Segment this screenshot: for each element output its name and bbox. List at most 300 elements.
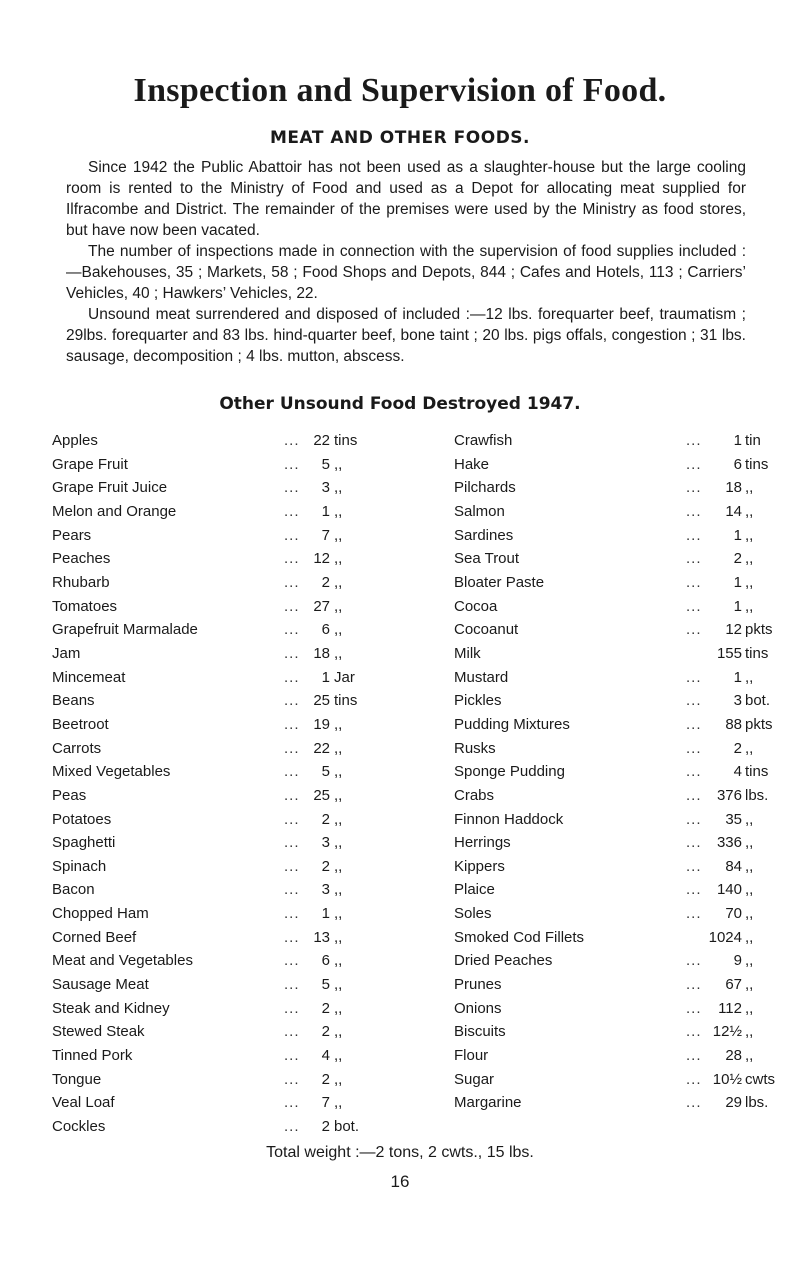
leader-dots: ...	[284, 881, 300, 899]
food-item-name: Cockles	[52, 1118, 106, 1136]
food-item-name: Plaice	[454, 881, 495, 899]
food-row	[454, 713, 773, 737]
food-unit: cwts	[745, 1070, 775, 1088]
food-item-name: Steak and Kidney	[52, 999, 170, 1017]
food-item-name: Tongue	[52, 1070, 102, 1088]
food-quantity: 29	[725, 1094, 742, 1112]
leader-dots: ...	[686, 786, 702, 804]
food-item-name: Crabs	[454, 786, 495, 804]
food-item-name: Pudding Mixtures	[454, 715, 570, 733]
food-quantity: 70	[725, 905, 742, 923]
food-quantity: 12	[313, 550, 330, 568]
food-row	[454, 1044, 764, 1068]
leader-dots: ...	[686, 550, 702, 568]
food-row	[52, 760, 382, 784]
food-item-name: Crawfish	[454, 432, 513, 449]
food-quantity: 112	[718, 999, 742, 1017]
food-quantity: 12½	[712, 1023, 742, 1041]
food-item-name: Rusks	[454, 739, 496, 757]
leader-dots: ...	[686, 905, 702, 923]
food-row	[52, 429, 382, 453]
food-unit: ,,	[745, 857, 754, 875]
leader-dots: ...	[284, 573, 300, 591]
food-unit: ,,	[745, 479, 754, 497]
leader-dots: ...	[686, 573, 702, 591]
food-item-name: Peaches	[52, 550, 111, 568]
food-unit: ,,	[334, 455, 343, 473]
food-unit: ,,	[334, 999, 343, 1017]
food-unit: lbs.	[745, 1094, 769, 1112]
food-unit: ,,	[745, 928, 754, 946]
leader-dots: ...	[284, 668, 300, 686]
food-quantity: 2	[321, 857, 330, 875]
food-unit: tins	[334, 692, 358, 710]
food-unit: tin	[745, 432, 761, 449]
food-row	[52, 949, 382, 973]
food-quantity: 3	[733, 692, 742, 710]
food-row	[454, 666, 764, 690]
leader-dots: ...	[284, 952, 300, 970]
food-quantity: 28	[725, 1047, 742, 1065]
leader-dots: ...	[686, 479, 702, 497]
food-unit: ,,	[334, 952, 343, 970]
food-item-name: Pilchards	[454, 479, 516, 497]
food-item-name: Pickles	[454, 692, 502, 710]
food-item-name: Sugar	[454, 1070, 495, 1088]
food-row	[454, 524, 764, 548]
food-quantity: 25	[313, 692, 330, 710]
food-row	[52, 737, 382, 761]
food-unit: ,,	[334, 786, 343, 804]
food-quantity: 2	[321, 1070, 330, 1088]
food-item-name: Onions	[454, 999, 502, 1017]
leader-dots: ...	[284, 905, 300, 923]
food-quantity: 10½	[712, 1070, 742, 1088]
food-row	[454, 997, 764, 1021]
food-item-name: Chopped Ham	[52, 905, 149, 923]
leader-dots: ...	[686, 952, 702, 970]
food-quantity: 155	[716, 644, 742, 662]
food-quantity: 84	[725, 857, 742, 875]
table-title: Other Unsound Food Destroyed 1947.	[219, 394, 581, 414]
food-quantity: 1	[733, 432, 742, 449]
total-weight: Total weight :—2 tons, 2 cwts., 15 lbs.	[266, 1144, 534, 1161]
food-item-name: Prunes	[454, 976, 502, 994]
food-unit: pkts	[745, 715, 773, 733]
food-unit: ,,	[334, 621, 343, 639]
food-row	[454, 831, 764, 855]
food-quantity: 1	[733, 597, 742, 615]
food-quantity: 1	[733, 526, 742, 544]
food-quantity: 376	[716, 786, 742, 804]
food-row	[52, 831, 382, 855]
leader-dots: ...	[686, 526, 702, 544]
food-unit: bot.	[334, 1118, 360, 1136]
food-unit: ,,	[334, 928, 343, 946]
food-unit: Jar	[334, 668, 355, 686]
food-row	[454, 500, 764, 524]
food-row	[52, 1115, 382, 1139]
food-row	[454, 902, 764, 926]
paragraph-inspections: The number of inspections made in connection with the supervision of food supplies included :—Bakehouses, 35 ; Markets, 58 ; Food Shops and Depots, 844 ; Cafes and Hotels, 113 ; Carriers’ Vehicles, 40 ; Hawkers’ Vehicles, 22.	[66, 243, 746, 302]
food-row	[454, 571, 764, 595]
food-item-name: Veal Loaf	[52, 1094, 115, 1112]
food-row	[52, 595, 382, 619]
leader-dots: ...	[686, 976, 702, 994]
food-row	[454, 595, 764, 619]
food-unit: ,,	[745, 502, 754, 520]
food-quantity: 7	[321, 526, 330, 544]
food-item-name: Finnon Haddock	[454, 810, 564, 828]
food-row	[52, 855, 382, 879]
food-row	[454, 642, 769, 666]
food-row	[52, 642, 382, 666]
food-item-name: Sausage Meat	[52, 976, 149, 994]
leader-dots: ...	[686, 715, 702, 733]
food-item-name: Spinach	[52, 857, 107, 875]
food-row	[454, 737, 764, 761]
food-quantity: 88	[725, 715, 742, 733]
food-item-name: Bloater Paste	[454, 573, 545, 591]
leader-dots: ...	[284, 1070, 300, 1088]
food-item-name: Cocoa	[454, 597, 498, 615]
food-quantity: 13	[313, 928, 330, 946]
food-quantity: 22	[313, 432, 330, 449]
food-quantity: 6	[321, 952, 330, 970]
leader-dots: ...	[686, 834, 702, 852]
food-item-name: Biscuits	[454, 1023, 506, 1041]
food-item-name: Pears	[52, 526, 92, 544]
food-unit: tins	[745, 455, 769, 473]
leader-dots: ...	[686, 1023, 702, 1041]
food-quantity: 22	[313, 739, 330, 757]
leader-dots: ...	[284, 999, 300, 1017]
leader-dots: ...	[284, 526, 300, 544]
paragraph-unsound-meat: Unsound meat surrendered and disposed of included :—12 lbs. forequarter beef, traumatism ; 29lbs. forequarter and 83 lbs. hind-quarter beef, bone taint ; 20 lbs. pigs offals, congestion ; 31 lbs. sausage, decomposition ; 4 lbs. mutton, abscess.	[66, 306, 746, 365]
food-quantity: 6	[321, 621, 330, 639]
leader-dots: ...	[284, 715, 300, 733]
food-unit: ,,	[745, 739, 754, 757]
food-quantity: 140	[716, 881, 742, 899]
leader-dots: ...	[284, 1047, 300, 1065]
food-quantity: 1	[733, 668, 742, 686]
food-row	[52, 666, 382, 690]
food-item-name: Beetroot	[52, 715, 109, 733]
leader-dots: ...	[686, 621, 702, 639]
leader-dots: ...	[686, 999, 702, 1017]
food-quantity: 3	[321, 881, 330, 899]
food-row	[454, 855, 764, 879]
food-row	[454, 618, 773, 642]
leader-dots: ...	[284, 502, 300, 520]
food-quantity: 2	[321, 573, 330, 591]
food-quantity: 2	[321, 1023, 330, 1041]
leader-dots: ...	[686, 763, 702, 781]
food-quantity: 6	[733, 455, 742, 473]
food-item-name: Potatoes	[52, 810, 112, 828]
leader-dots: ...	[686, 455, 702, 473]
food-item-name: Apples	[52, 432, 98, 449]
food-row	[52, 524, 382, 548]
food-row	[454, 973, 764, 997]
food-item-name: Bacon	[52, 881, 95, 899]
food-row	[52, 878, 382, 902]
food-quantity: 3	[321, 479, 330, 497]
food-quantity: 67	[725, 976, 742, 994]
leader-dots: ...	[284, 834, 300, 852]
page-number: 16	[390, 1172, 410, 1191]
food-row	[454, 784, 769, 808]
food-unit: ,,	[334, 881, 343, 899]
food-quantity: 1	[733, 573, 742, 591]
food-row	[454, 1020, 764, 1044]
food-list-left-column	[52, 429, 382, 1139]
leader-dots: ...	[284, 692, 300, 710]
food-quantity: 2	[321, 810, 330, 828]
food-quantity: 5	[321, 976, 330, 994]
food-quantity: 2	[733, 550, 742, 568]
food-item-name: Salmon	[454, 502, 505, 520]
food-quantity: 1	[321, 905, 330, 923]
leader-dots: ...	[284, 550, 300, 568]
leader-dots: ...	[686, 432, 702, 449]
leader-dots: ...	[686, 502, 702, 520]
food-row	[52, 689, 382, 713]
leader-dots: ...	[686, 881, 702, 899]
food-row	[52, 618, 382, 642]
food-item-name: Margarine	[454, 1094, 522, 1112]
food-item-name: Grape Fruit	[52, 455, 128, 473]
food-item-name: Flour	[454, 1047, 489, 1065]
food-quantity: 1024	[708, 928, 742, 946]
food-unit: ,,	[745, 550, 754, 568]
food-item-name: Melon and Orange	[52, 502, 177, 520]
food-row	[454, 878, 764, 902]
food-unit: tins	[745, 644, 769, 662]
food-unit: ,,	[745, 597, 754, 615]
food-row	[52, 1020, 382, 1044]
leader-dots: ...	[284, 1094, 300, 1112]
food-unit: bot.	[745, 692, 771, 710]
food-quantity: 4	[321, 1047, 330, 1065]
food-item-name: Cocoanut	[454, 621, 519, 639]
food-quantity: 1	[321, 668, 330, 686]
food-row	[454, 1091, 769, 1115]
leader-dots: ...	[284, 763, 300, 781]
food-item-name: Mixed Vegetables	[52, 763, 171, 781]
leader-dots: ...	[284, 1118, 300, 1136]
food-row	[454, 453, 769, 477]
food-item-name: Rhubarb	[52, 573, 110, 591]
food-unit: ,,	[745, 1047, 754, 1065]
food-item-name: Meat and Vegetables	[52, 952, 193, 970]
leader-dots: ...	[284, 621, 300, 639]
food-quantity: 2	[321, 1118, 330, 1136]
leader-dots: ...	[686, 692, 702, 710]
food-item-name: Soles	[454, 905, 492, 923]
paragraph-abattoir: Since 1942 the Public Abattoir has not been used as a slaughter-house but the large cooling room is rented to the Ministry of Food and used as a Depot for allocating meat supplied for Ilfracombe and District. The remainder of the premises were used by the Ministry as food stores, but have now been vacated.	[66, 159, 746, 239]
leader-dots: ...	[686, 739, 702, 757]
food-unit: lbs.	[745, 786, 769, 804]
food-item-name: Sea Trout	[454, 550, 520, 568]
leader-dots: ...	[284, 455, 300, 473]
food-quantity: 35	[725, 810, 742, 828]
food-item-name: Sponge Pudding	[454, 763, 565, 781]
food-item-name: Beans	[52, 692, 95, 710]
food-quantity: 19	[313, 715, 330, 733]
leader-dots: ...	[686, 1047, 702, 1065]
food-item-name: Tomatoes	[52, 597, 118, 615]
food-unit: ,,	[334, 644, 343, 662]
food-unit: ,,	[334, 905, 343, 923]
food-item-name: Carrots	[52, 739, 102, 757]
food-unit: ,,	[745, 810, 754, 828]
food-unit: ,,	[745, 905, 754, 923]
food-unit: ,,	[334, 526, 343, 544]
food-unit: ,,	[745, 881, 754, 899]
food-unit: ,,	[334, 739, 343, 757]
food-item-name: Hake	[454, 455, 490, 473]
food-unit: ,,	[334, 1070, 343, 1088]
food-unit: ,,	[334, 550, 343, 568]
food-item-name: Smoked Cod Fillets	[454, 928, 585, 946]
food-row	[52, 784, 382, 808]
food-unit: ,,	[334, 1023, 343, 1041]
food-quantity: 336	[716, 834, 742, 852]
leader-dots: ...	[284, 810, 300, 828]
food-item-name: Jam	[52, 644, 81, 662]
food-row	[454, 926, 764, 950]
food-quantity: 5	[321, 763, 330, 781]
leader-dots: ...	[284, 786, 300, 804]
food-quantity: 18	[313, 644, 330, 662]
food-row	[454, 689, 771, 713]
food-row	[52, 973, 382, 997]
food-item-name: Stewed Steak	[52, 1023, 145, 1041]
food-row	[454, 429, 764, 453]
food-quantity: 27	[313, 597, 330, 615]
leader-dots: ...	[686, 1094, 702, 1112]
leader-dots: ...	[686, 1070, 702, 1088]
food-unit: ,,	[334, 479, 343, 497]
food-unit: ,,	[334, 502, 343, 520]
leader-dots: ...	[686, 857, 702, 875]
food-quantity: 2	[733, 739, 742, 757]
leader-dots: ...	[284, 739, 300, 757]
page-title: Inspection and Supervision of Food.	[133, 72, 667, 109]
food-unit: ,,	[745, 976, 754, 994]
leader-dots: ...	[284, 479, 300, 497]
food-unit: ,,	[334, 573, 343, 591]
food-item-name: Dried Peaches	[454, 952, 553, 970]
food-quantity: 1	[321, 502, 330, 520]
food-item-name: Milk	[454, 644, 481, 662]
leader-dots: ...	[284, 432, 300, 449]
food-unit: ,,	[334, 857, 343, 875]
food-list-right-column	[454, 429, 775, 1115]
food-unit: tins	[334, 432, 358, 449]
food-quantity: 4	[733, 763, 742, 781]
food-row	[454, 1068, 775, 1092]
food-row	[52, 453, 382, 477]
leader-dots: ...	[284, 976, 300, 994]
food-unit: ,,	[334, 597, 343, 615]
food-row	[454, 760, 769, 784]
section-heading: MEAT AND OTHER FOODS.	[269, 128, 531, 148]
food-row	[454, 476, 764, 500]
food-item-name: Mustard	[454, 668, 509, 686]
food-item-name: Grape Fruit Juice	[52, 479, 168, 497]
food-row	[52, 1091, 382, 1115]
food-item-name: Spaghetti	[52, 834, 116, 852]
food-unit: tins	[745, 763, 769, 781]
food-row	[52, 713, 382, 737]
food-item-name: Mincemeat	[52, 668, 126, 686]
leader-dots: ...	[284, 597, 300, 615]
food-unit: pkts	[745, 621, 773, 639]
leader-dots: ...	[686, 597, 702, 615]
food-unit: ,,	[334, 763, 343, 781]
food-unit: ,,	[334, 976, 343, 994]
food-row	[52, 547, 382, 571]
food-item-name: Sardines	[454, 526, 514, 544]
food-row	[52, 1068, 382, 1092]
food-unit: ,,	[745, 834, 754, 852]
food-row	[454, 949, 764, 973]
food-row	[52, 926, 382, 950]
leader-dots: ...	[284, 644, 300, 662]
food-quantity: 5	[321, 455, 330, 473]
food-row	[454, 808, 764, 832]
food-item-name: Herrings	[454, 834, 511, 852]
food-unit: ,,	[334, 834, 343, 852]
food-row	[52, 1044, 382, 1068]
food-quantity: 3	[321, 834, 330, 852]
food-quantity: 2	[321, 999, 330, 1017]
leader-dots: ...	[686, 668, 702, 686]
food-quantity: 25	[313, 786, 330, 804]
food-row	[52, 997, 382, 1021]
food-unit: ,,	[334, 715, 343, 733]
food-row	[52, 500, 382, 524]
food-unit: ,,	[745, 999, 754, 1017]
food-unit: ,,	[745, 1023, 754, 1041]
food-quantity: 12	[725, 621, 742, 639]
food-row	[454, 547, 764, 571]
food-item-name: Tinned Pork	[52, 1047, 133, 1065]
food-item-name: Grapefruit Marmalade	[52, 621, 198, 639]
food-item-name: Kippers	[454, 857, 505, 875]
food-unit: ,,	[745, 668, 754, 686]
leader-dots: ...	[284, 928, 300, 946]
food-unit: ,,	[334, 1047, 343, 1065]
food-item-name: Peas	[52, 786, 87, 804]
leader-dots: ...	[284, 1023, 300, 1041]
food-row	[52, 476, 382, 500]
food-quantity: 9	[733, 952, 742, 970]
food-quantity: 14	[725, 502, 742, 520]
food-unit: ,,	[745, 526, 754, 544]
leader-dots: ...	[686, 810, 702, 828]
leader-dots: ...	[284, 857, 300, 875]
food-item-name: Corned Beef	[52, 928, 137, 946]
food-row	[52, 902, 382, 926]
food-unit: ,,	[334, 1094, 343, 1112]
food-row	[52, 571, 382, 595]
food-unit: ,,	[334, 810, 343, 828]
food-unit: ,,	[745, 573, 754, 591]
food-row	[52, 808, 382, 832]
